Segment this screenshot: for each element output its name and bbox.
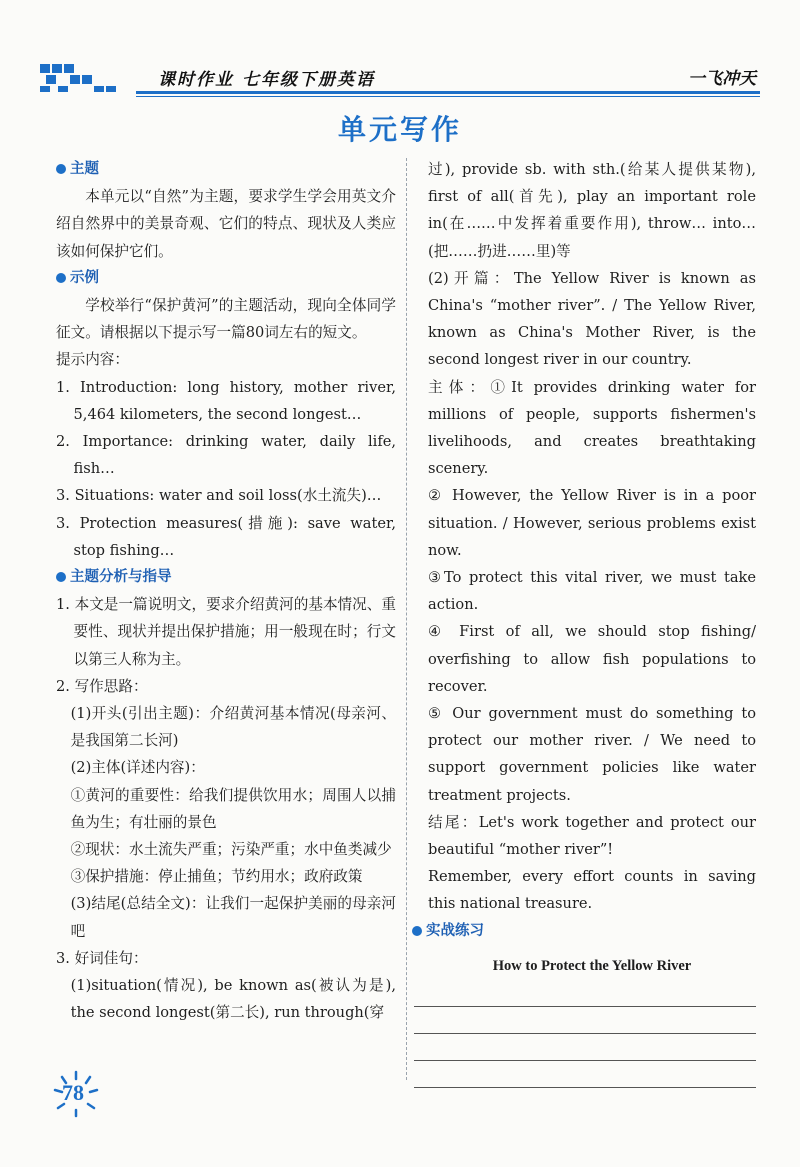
- analysis-point-3: 3. 好词佳句：: [56, 949, 148, 967]
- practice-heading: [412, 918, 756, 945]
- sentence-item: 结尾：Let's work together and protect our beautiful “mother river”!: [428, 813, 756, 859]
- right-column: [428, 156, 756, 1088]
- sentence-item: (2)开篇：The Yellow River is known as China's “mother river”. / The Yellow River, known as China's Mother River, is the second longest river in our country.: [428, 269, 756, 369]
- book-title: 课时作业 七年级下册英语: [158, 70, 375, 90]
- phrases-text: (1)situation(情况), be known as(被认为是), the second longest(第二长), run through(穿: [70, 977, 396, 1022]
- practice-title: How to Protect the Yellow River: [492, 957, 692, 974]
- sentence-item: ⑤ Our government must do something to protect our mother river. / We need to support government policies like water treatment projects.: [428, 705, 756, 804]
- idea-item: ②现状：水土流失严重；污染严重；水中鱼类减少: [70, 841, 392, 859]
- analysis-point-1: 1. 本文是一篇说明文，要求介绍黄河的基本情况、重要性、现状并提出保护措施；用一般现在时；行文以第三人称为主。: [56, 596, 396, 668]
- idea-item: ③保护措施：停止捕鱼；节约用水；政府政策: [70, 868, 363, 886]
- sentence-item: ④ First of all, we should stop fishing/ overfishing to allow fish populations to recover.: [428, 623, 756, 695]
- idea-item: (3)结尾(总结全文)：让我们一起保护美丽的母亲河吧: [70, 895, 396, 940]
- idea-item: (1)开头(引出主题)：介绍黄河基本情况(母亲河、是我国第二长河): [70, 705, 396, 750]
- hint-item: 3. Protection measures(措施): save water, stop fishing…: [56, 514, 396, 559]
- hint-item: 1. Introduction: long history, mother river, 5,464 kilometers, the second longest…: [56, 378, 396, 423]
- hints-label: 提示内容：: [56, 351, 129, 369]
- hint-item: 3. Situations: water and soil loss(水土流失)…: [56, 487, 382, 505]
- page-header: [40, 60, 760, 96]
- theme-heading: [56, 156, 396, 183]
- header-rule-thin: [136, 96, 760, 97]
- writing-line[interactable]: [414, 1006, 756, 1007]
- bullet-icon: [56, 164, 66, 174]
- phrases-text-continued: 过), provide sb. with sth.(给某人提供某物), first of all(首先), play an important role in(在……中发挥着重要作用), throw… into…(把……扔进……里)等: [428, 161, 756, 260]
- writing-line[interactable]: [414, 1033, 756, 1034]
- analysis-point-2: 2. 写作思路：: [56, 677, 148, 695]
- bullet-icon: [56, 572, 66, 582]
- page-number: 78: [62, 1080, 84, 1105]
- left-column: [56, 156, 396, 1027]
- practice-heading-label: 实战练习: [426, 922, 484, 939]
- theme-text: 本单元以“自然”为主题，要求学生学会用英文介绍自然界中的美景奇观、它们的特点、现状及人类应该如何保护它们。: [56, 188, 396, 260]
- example-text: 学校举行“保护黄河”的主题活动，现向全体同学征文。请根据以下提示写一篇80词左右的短文。: [56, 297, 396, 342]
- bullet-icon: [56, 273, 66, 283]
- example-heading-label: 示例: [70, 269, 99, 286]
- hint-item: 2. Importance: drinking water, daily life, fish…: [56, 433, 396, 478]
- page-title: 单元写作: [337, 113, 462, 146]
- idea-item: ①黄河的重要性：给我们提供饮用水；周围人以捕鱼为生；有壮丽的景色: [70, 786, 396, 831]
- writing-line[interactable]: [414, 1060, 756, 1061]
- sentence-item: ② However, the Yellow River is in a poor situation. / However, serious problems exist now.: [428, 487, 756, 559]
- writing-line[interactable]: [414, 1087, 756, 1088]
- sentence-item: ③To protect this vital river, we must take action.: [428, 569, 756, 614]
- idea-item: (2)主体(详述内容)：: [70, 759, 205, 777]
- sentence-item: Remember, every effort counts in saving this national treasure.: [428, 868, 756, 913]
- analysis-heading: [56, 564, 396, 591]
- theme-heading-label: 主题: [70, 161, 99, 177]
- sentence-item: 主体：①It provides drinking water for millions of people, supports fishermen's livelihoods, and creates breathtaking scenery.: [428, 378, 756, 478]
- header-rule: [136, 91, 760, 94]
- logo-grid-icon: [40, 64, 116, 94]
- bullet-icon: [412, 926, 422, 936]
- analysis-heading-label: 主题分析与指导: [70, 569, 172, 586]
- column-divider: [406, 158, 407, 1080]
- example-heading: [56, 265, 396, 292]
- brand-name: 一飞冲天: [688, 69, 756, 89]
